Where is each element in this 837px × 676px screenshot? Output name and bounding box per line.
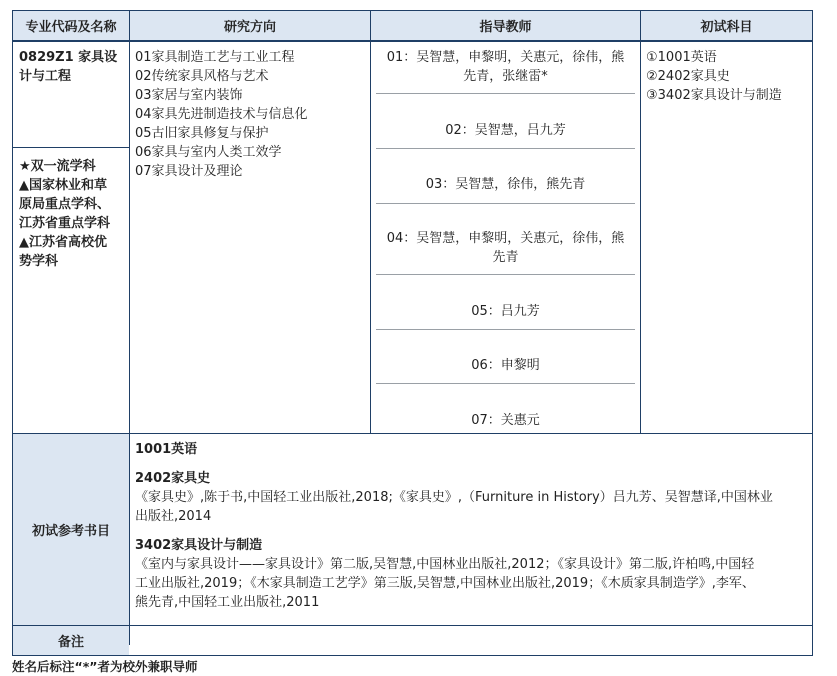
- ref-subject-title: 3402家具设计与制造: [135, 538, 263, 553]
- header-major: 专业代码及名称: [13, 11, 129, 41]
- advisor-group-01: [371, 48, 640, 86]
- ref-book-line: 出版社,2014: [135, 509, 212, 524]
- exam-subjects: [646, 48, 810, 105]
- program-table: [12, 10, 813, 656]
- advisor-line: 02：吴智慧，吕九芳: [445, 123, 566, 138]
- advisor-line: 06：申黎明: [471, 358, 540, 373]
- research-item: 05古旧家具修复与保护: [135, 126, 269, 141]
- honor-line: ▲江苏省高校优: [19, 235, 107, 250]
- remarks-label: 备注: [13, 626, 129, 655]
- header-advisors: 指导教师: [371, 11, 640, 41]
- advisor-line: 07：关惠元: [471, 413, 540, 428]
- references-content: [135, 440, 809, 612]
- advisor-group-06: [371, 356, 640, 375]
- advisor-group-05: [371, 302, 640, 321]
- ref-book-line: 《室内与家具设计——家具设计》第二版,吴智慧,中国林业出版社,2012；《家具设计》第二版,许柏鸣,中国轻: [135, 557, 755, 572]
- ref-book-line: 工业出版社,2019；《木家具制造工艺学》第三版,吴智慧,中国林业出版社,2019；《木质家具制造学》,李军、: [135, 576, 755, 591]
- research-item: 03家居与室内装饰: [135, 88, 243, 103]
- ref-book-line: 《家具史》,陈于书,中国轻工业出版社,2018;《家具史》,（Furniture in History）吕九芳、吴智慧译,中国林业: [135, 490, 773, 505]
- ref-book-line: 熊先青,中国轻工业出版社,2011: [135, 595, 320, 610]
- ref-subject-title: 1001英语: [135, 442, 198, 457]
- honor-line: 势学科: [19, 254, 59, 269]
- honor-line: ★双一流学科: [19, 159, 96, 174]
- advisors-list: [371, 42, 640, 433]
- research-directions: [135, 48, 367, 181]
- remarks-value: [130, 626, 812, 655]
- header-research: 研究方向: [130, 11, 370, 41]
- advisor-group-02: [371, 121, 640, 140]
- advisor-group-03: [371, 175, 640, 194]
- advisor-line: 先青，张继雷*: [463, 69, 548, 84]
- honor-line: 原局重点学科、: [19, 197, 111, 212]
- research-item: 04家具先进制造技术与信息化: [135, 107, 308, 122]
- honor-line: ▲国家林业和草: [19, 178, 107, 193]
- advisor-line: 先青: [492, 250, 519, 265]
- advisor-line: 04：吴智慧，申黎明，关惠元，徐伟，熊: [386, 231, 625, 246]
- major-code-name-line1: 0829Z1 家具设: [19, 50, 118, 65]
- subject-item: ①1001英语: [646, 50, 717, 65]
- advisor-line: 05：吕九芳: [471, 304, 540, 319]
- major-code-name-line2: 计与工程: [19, 69, 72, 84]
- advisor-line: 03：吴智慧，徐伟，熊先青: [425, 177, 586, 192]
- major-honors: [19, 157, 127, 271]
- ref-subject-title: 2402家具史: [135, 471, 211, 486]
- advisor-line: 01：吴智慧，申黎明，关惠元，徐伟，熊: [386, 50, 625, 65]
- footnote: 姓名后标注“*”者为校外兼职导师: [12, 659, 198, 674]
- subject-item: ②2402家具史: [646, 69, 730, 84]
- research-item: 06家具与室内人类工效学: [135, 145, 282, 160]
- research-item: 02传统家具风格与艺术: [135, 69, 269, 84]
- advisor-group-04: [371, 229, 640, 267]
- header-subjects: 初试科目: [641, 11, 812, 41]
- references-label: 初试参考书目: [13, 434, 129, 625]
- honor-line: 江苏省重点学科: [19, 216, 111, 231]
- research-item: 01家具制造工艺与工业工程: [135, 50, 295, 65]
- research-item: 07家具设计及理论: [135, 164, 243, 179]
- advisor-group-07: [371, 411, 640, 430]
- major-code-name: [19, 48, 127, 86]
- subject-item: ③3402家具设计与制造: [646, 88, 782, 103]
